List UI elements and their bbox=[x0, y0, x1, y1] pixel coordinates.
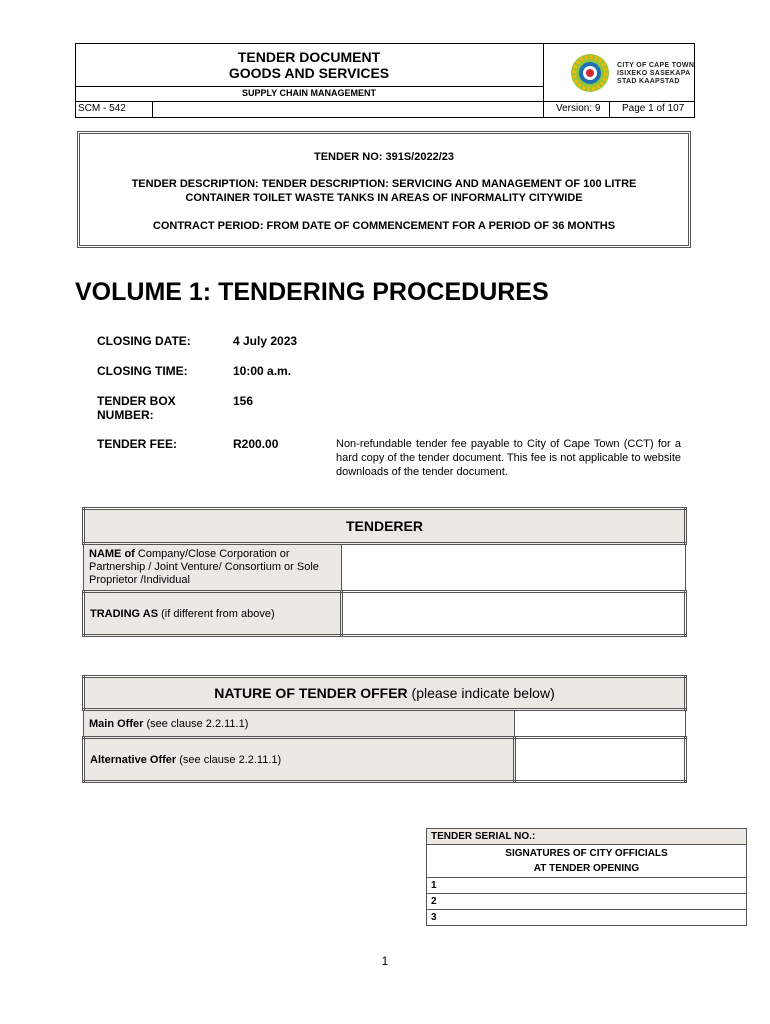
main-offer-field[interactable] bbox=[515, 710, 686, 738]
page-indicator: Page 1 of 107 bbox=[622, 103, 685, 114]
company-name-label: NAME of Company/Close Corporation or Partnership / Joint Venture/ Consortium or Sole Proprietor /Individual bbox=[84, 544, 342, 592]
city-logo-icon bbox=[570, 53, 610, 93]
closing-date-label: CLOSING DATE: bbox=[97, 334, 191, 348]
tender-fee-note: Non-refundable tender fee payable to City of Cape Town (CCT) for a hard copy of the tender document. This fee is not applicable to website downloads of the tender document. bbox=[336, 438, 681, 478]
document-subtitle: SUPPLY CHAIN MANAGEMENT bbox=[241, 88, 376, 98]
alternative-offer-field[interactable] bbox=[515, 738, 686, 782]
signatures-heading: SIGNATURES OF CITY OFFICIALS AT TENDER OPENING bbox=[427, 845, 747, 878]
header-divider bbox=[609, 101, 610, 118]
tenderer-heading: TENDERER bbox=[84, 509, 686, 544]
signature-row[interactable]: 1 bbox=[427, 878, 747, 894]
signature-row[interactable]: 2 bbox=[427, 894, 747, 910]
trading-as-label: TRADING AS (if different from above) bbox=[84, 592, 342, 636]
serial-title: TENDER SERIAL NO.: bbox=[427, 829, 747, 845]
page-number: 1 bbox=[381, 954, 389, 968]
offer-heading: NATURE OF TENDER OFFER (please indicate below) bbox=[84, 677, 686, 710]
closing-date-value: 4 July 2023 bbox=[233, 334, 298, 348]
closing-time-label: CLOSING TIME: bbox=[97, 364, 188, 378]
signature-row[interactable]: 3 bbox=[427, 910, 747, 926]
tender-fee-label: TENDER FEE: bbox=[97, 437, 178, 451]
offer-table bbox=[82, 675, 687, 783]
tender-fee-value: R200.00 bbox=[233, 437, 279, 451]
tender-description: TENDER DESCRIPTION: TENDER DESCRIPTION: SERVICING AND MANAGEMENT OF 100 LITRE CONTAINER TOILET WASTE TANKS IN AREAS OF INFORMALITY CITYWIDE bbox=[131, 178, 637, 204]
version-label: Version: 9 bbox=[556, 103, 601, 114]
document-title: TENDER DOCUMENT GOODS AND SERVICES bbox=[228, 49, 390, 81]
closing-time-value: 10:00 a.m. bbox=[233, 364, 292, 378]
header-divider bbox=[152, 101, 153, 118]
main-offer-label: Main Offer (see clause 2.2.11.1) bbox=[84, 710, 515, 738]
contract-period: CONTRACT PERIOD: FROM DATE OF COMMENCEMENT FOR A PERIOD OF 36 MONTHS bbox=[152, 220, 616, 232]
tenderer-table bbox=[82, 507, 687, 637]
tender-number: TENDER NO: 391S/2022/23 bbox=[313, 151, 454, 163]
city-logo-text: CITY OF CAPE TOWN ISIXEKO SASEKAPA STAD KAAPSTAD bbox=[617, 62, 695, 85]
header-divider bbox=[75, 101, 695, 102]
header-divider bbox=[543, 43, 544, 118]
serial-table bbox=[426, 828, 747, 926]
tender-box-value: 156 bbox=[233, 394, 254, 408]
form-code: SCM - 542 bbox=[78, 103, 126, 114]
company-name-field[interactable] bbox=[342, 544, 686, 592]
alternative-offer-label: Alternative Offer (see clause 2.2.11.1) bbox=[84, 738, 515, 782]
header-divider bbox=[75, 86, 543, 87]
tender-box-label: TENDER BOX NUMBER: bbox=[97, 394, 176, 422]
trading-as-field[interactable] bbox=[342, 592, 686, 636]
volume-title: VOLUME 1: TENDERING PROCEDURES bbox=[75, 278, 549, 306]
